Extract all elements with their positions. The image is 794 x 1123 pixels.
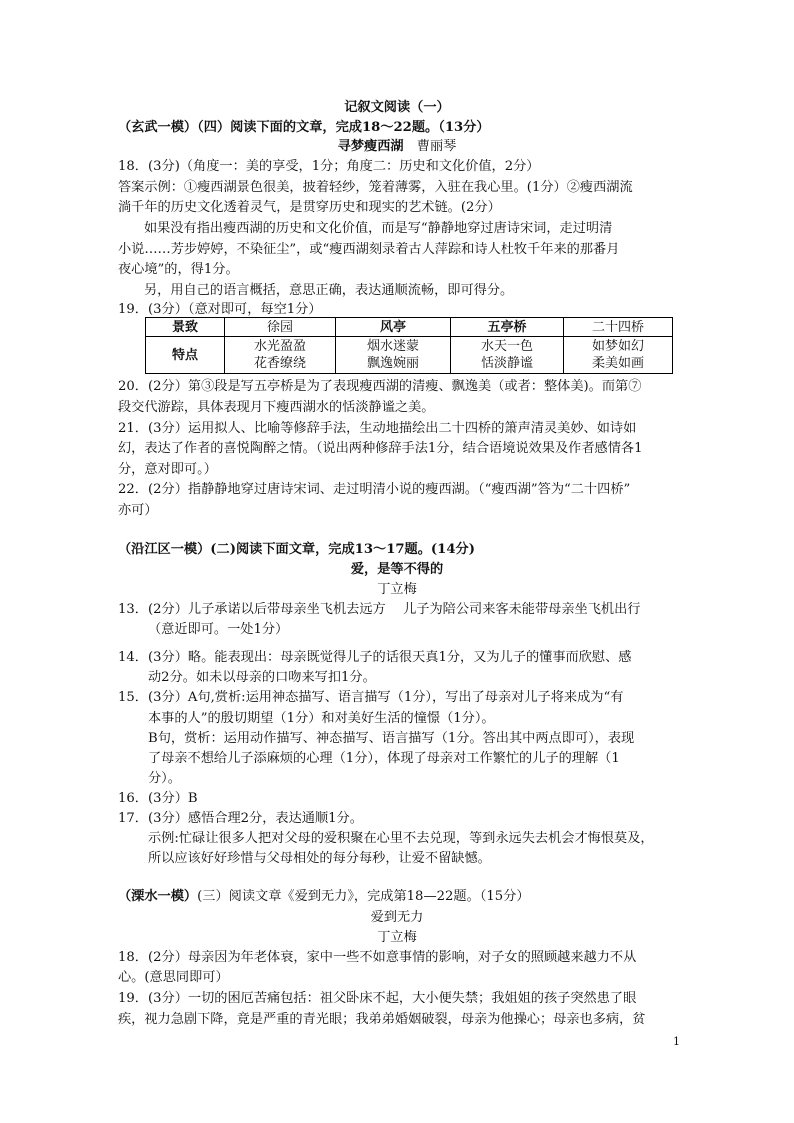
answer-line: 小说……芳步婷婷，不染征尘”，或“瘦西湖刻录着古人萍踪和诗人杜牧千年来的那番月 (118, 242, 620, 257)
answer-line: 22．(2分）指静静地穿过唐诗宋词、走过明清小说的瘦西湖。（“瘦西湖”答为“二十四桥” (118, 482, 631, 497)
table-cell: 二十四桥 (564, 318, 673, 337)
table-cell-line: 飘逸婉丽 (366, 356, 419, 371)
answer-line: 分）。 (148, 771, 181, 786)
answer-line: 答案示例：①瘦西湖景色很美，披着轻纱，笼着薄雾，入驻在我心里。(1分）②瘦西湖流 (118, 180, 633, 195)
section-2-header: （沿江区一模）(二)阅读下面文章，完成13～17题。(14分) (118, 542, 475, 557)
table-cell-line: 水光盈盈 (253, 339, 306, 354)
table-header-cell: 特点 (146, 337, 225, 374)
answer-line: 心。(意思同即可） (118, 970, 229, 985)
table-cell (564, 337, 673, 374)
answer-line: 18．(3分)（角度一：美的享受，1分；角度二：历史和文化价值，2分） (118, 159, 540, 174)
answer-line: B句，赏析：运用动作描写、神态描写、语言描写（1分。答出其中两点即可），表现 (148, 731, 635, 746)
section-3-article-title: 爱到无力 (370, 910, 424, 925)
table-cell-line: 恬淡静谧 (480, 356, 533, 371)
table-cell: 徐园 (225, 318, 336, 337)
table-cell-line: 烟水迷蒙 (366, 339, 419, 354)
answer-line: 21．(3分）运用拟人、比喻等修辞手法，生动地描绘出二十四桥的箫声清灵美妙、如诗如 (118, 421, 637, 436)
table-row (146, 318, 673, 337)
answer-line: 15．(3分）A句,赏析:运用神态描写、语言描写（1分），写出了母亲对儿子将来成为“有 (118, 690, 624, 705)
answer-line: 16．(3分）B (118, 791, 198, 806)
section-3-header (118, 888, 530, 906)
table-cell (451, 337, 564, 374)
answer-line: 所以应该好好珍惜与父母相处的每分每秒，让爱不留缺憾。 (148, 851, 491, 866)
table-header-cell: 五亭桥 (451, 318, 564, 337)
answer-line: 另，用自己的语言概括，意思正确，表达通顺流畅，即可得分。 (144, 283, 514, 298)
answer-line: 夜心境”的，得1分。 (118, 262, 239, 277)
document-title: 记叙文阅读（一） (344, 100, 450, 115)
answer-line: 分，意对即可。） (118, 462, 217, 477)
section-2-author: 丁立梅 (377, 582, 417, 597)
section-1-article-heading (0, 138, 794, 156)
answer-line: 示例:忙碌让很多人把对父母的爱积聚在心里不去兑现，等到永远失去机会才悔恨莫及， (148, 831, 654, 846)
section-1-article-title: 寻梦瘦西湖 (337, 139, 404, 154)
table-cell (336, 337, 451, 374)
answer-line: 淌千年的历史文化透着灵气，是贯穿历史和现实的艺术链。(2分） (118, 200, 501, 215)
table-cell-line: 水天一色 (480, 339, 533, 354)
answer-line: 18．(2分）母亲因为年老体衰，家中一些不如意事情的影响，对子女的照顾越来越力不从 (118, 950, 637, 965)
answer-line: 17．(3分）感悟合理2分，表达通顺1分。 (118, 811, 363, 826)
answer-line: 幻，表达了作者的喜悦陶醉之情。（说出两种修辞手法1分，结合语境说效果及作者感情各1 (118, 441, 643, 456)
table-header-cell: 景致 (146, 318, 225, 337)
table-row (146, 337, 673, 374)
answer-line: 19．(3分）（意对即可，每空1分） (118, 302, 322, 317)
answer-line: 20．(2分）第③段是写五亭桥是为了表现瘦西湖的清瘦、飘逸美（或者：整体美)。而第⑦ (118, 379, 642, 394)
section-3-source: （溧水一模） (118, 889, 198, 904)
answer-line: 14．(3分）略。能表现出：母亲既觉得儿子的话很天真1分，又为儿子的懂事而欣慰、感 (118, 650, 632, 665)
answer-line: 动2分。如未以母亲的口吻来写扣1分。 (148, 670, 376, 685)
answer-line: 段交代游踪，具体表现月下瘦西湖水的恬淡静谧之美。 (118, 400, 435, 415)
table-cell-line: 花香缭绕 (253, 356, 306, 371)
answer-line: 如果没有指出瘦西湖的历史和文化价值，而是写“静静地穿过唐诗宋词，走过明清 (144, 221, 613, 236)
scenery-table (145, 317, 673, 374)
section-3-author: 丁立梅 (377, 930, 417, 945)
answer-line: 了母亲不想给儿子添麻烦的心理（1分），体现了母亲对工作繁忙的儿子的理解（1 (148, 751, 620, 766)
table-cell-line: 柔美如画 (591, 356, 644, 371)
section-1-header: （玄武一模）（四）阅读下面的文章，完成18～22题。（13分） (118, 120, 490, 135)
section-2-article-title: 爱，是等不得的 (350, 562, 444, 577)
answer-line: 19．(3分）一切的困厄苦痛包括：祖父卧床不起，大小便失禁；我姐姐的孩子突然患了眼 (118, 991, 637, 1006)
answer-line: 13．(2分）儿子承诺以后带母亲坐飞机去远方 儿子为陪公司来客未能带母亲坐飞机出行 (118, 602, 641, 617)
section-3-instruction: (三）阅读文章《爱到无力》，完成第18—22题。（15分） (197, 889, 530, 904)
answer-line: （意近即可。一处1分） (148, 622, 289, 637)
table-cell-line: 如梦如幻 (591, 339, 644, 354)
answer-line: 本事的人”的殷切期望（1分）和对美好生活的憧憬（1分）。 (148, 711, 495, 726)
section-1-author: 曹丽琴 (416, 139, 457, 154)
answer-line: 亦可） (118, 503, 158, 518)
table-header-cell: 风亭 (336, 318, 451, 337)
table-cell (225, 337, 336, 374)
page-number: 1 (673, 1035, 680, 1048)
answer-line: 疾，视力急剧下降，竟是严重的青光眼；我弟弟婚姻破裂，母亲为他操心；母亲也多病，贫 (118, 1012, 646, 1027)
